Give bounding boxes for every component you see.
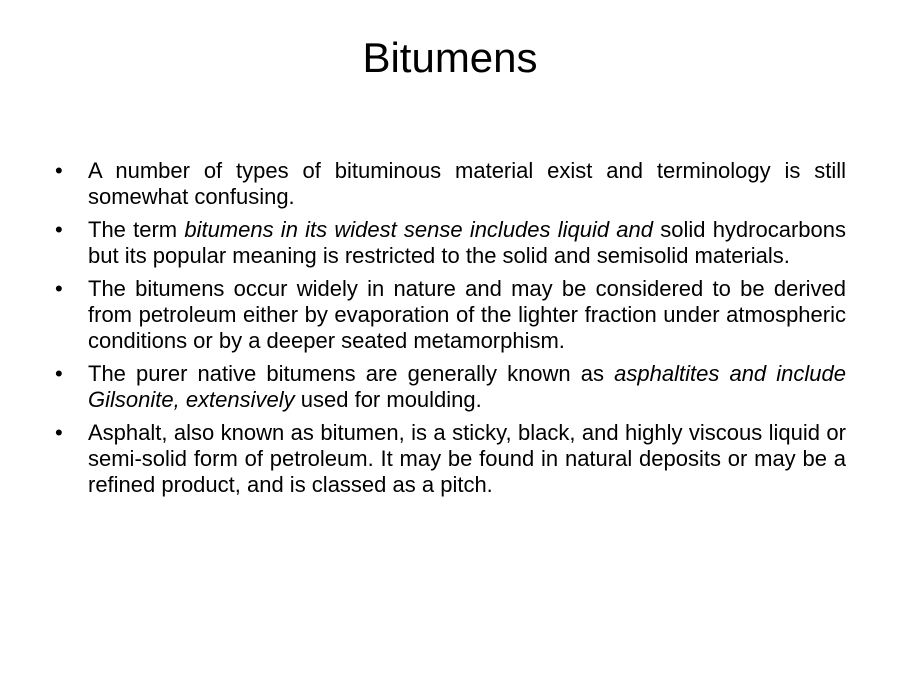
bullet-text xyxy=(88,217,846,268)
bullet-icon: • xyxy=(55,361,63,386)
bullet-text xyxy=(88,420,846,497)
bullet-icon: • xyxy=(55,276,63,301)
bullet-icon: • xyxy=(55,158,63,183)
bullet-item xyxy=(55,158,846,210)
bullet-text xyxy=(88,276,846,353)
bullet-text xyxy=(88,158,846,209)
bullet-list xyxy=(55,158,846,505)
text-segment: The bitumens occur widely in nature and may be considered to be derived from petroleum either by evaporation of the lighter fraction under atmospheric conditions or by a deeper seated metamorphism. xyxy=(88,276,846,353)
text-segment: A number of types of bituminous material exist and terminology is still somewhat confusing. xyxy=(88,158,846,209)
bullet-icon: • xyxy=(55,217,63,242)
text-segment: solid hydrocarbons but its popular meaning is restricted to the solid and semisolid materials. xyxy=(88,217,846,268)
italic-text-segment: bitumens in its widest sense includes liquid and xyxy=(184,217,654,242)
bullet-item xyxy=(55,276,846,354)
bullet-item xyxy=(55,217,846,269)
text-segment: The term xyxy=(88,217,185,242)
bullet-icon: • xyxy=(55,420,63,445)
text-segment: The purer native bitumens are generally known as xyxy=(88,361,615,386)
italic-text-segment: asphaltites and include Gilsonite, extensively xyxy=(88,361,847,412)
text-segment: used for moulding. xyxy=(294,387,482,412)
bullet-item xyxy=(55,420,846,498)
slide-title: Bitumens xyxy=(362,34,538,81)
bullet-text xyxy=(88,361,846,412)
bullet-item xyxy=(55,361,846,413)
text-segment: Asphalt, also known as bitumen, is a sticky, black, and highly viscous liquid or semi-solid form of petroleum. It may be found in natural deposits or may be a refined product, and is classed as a pitch. xyxy=(88,420,846,497)
